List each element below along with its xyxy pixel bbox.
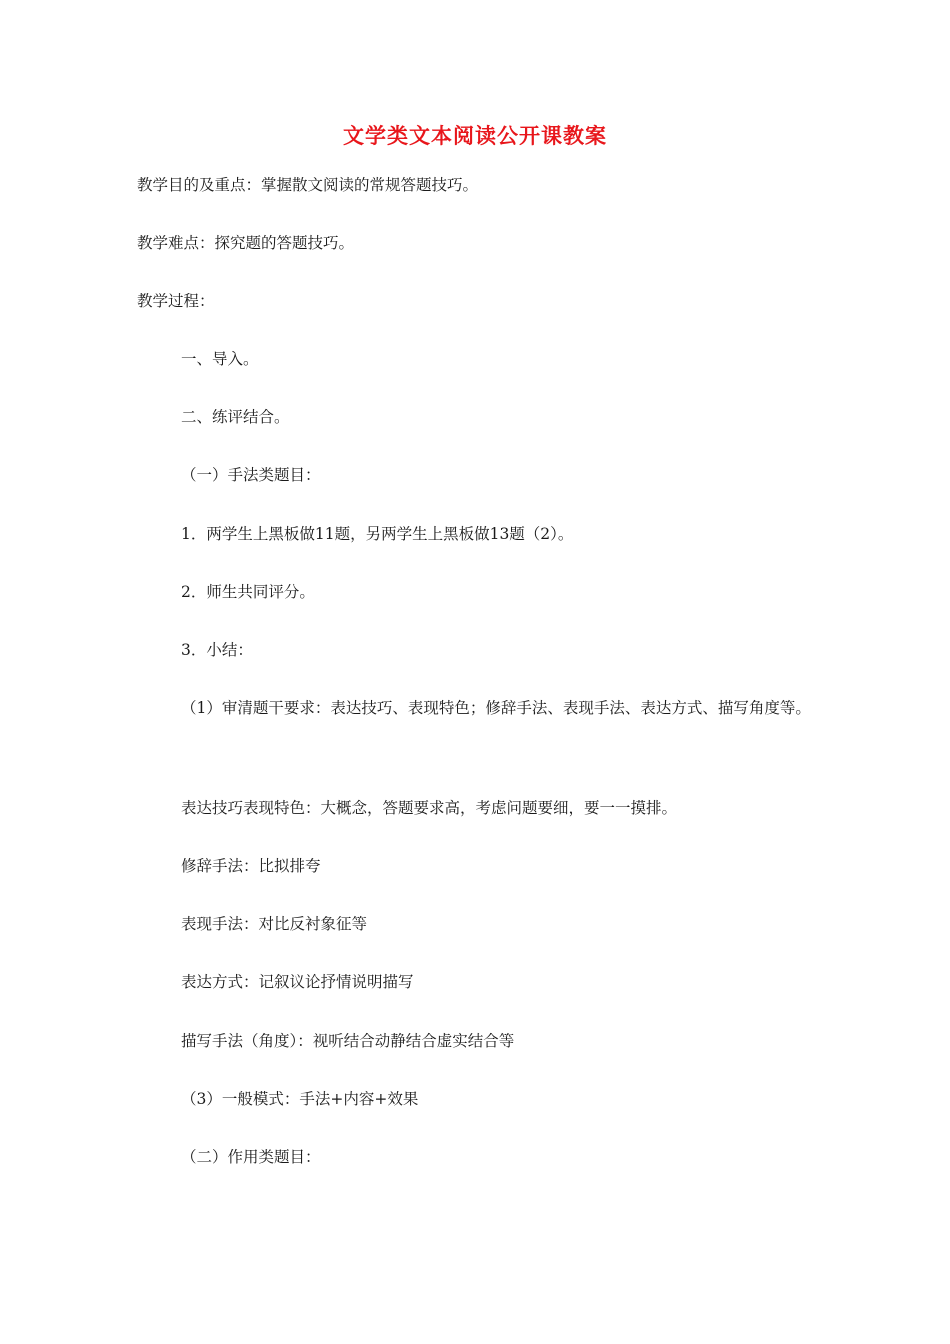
teaching-goal: 教学目的及重点：掌握散文阅读的常规答题技巧。 [137,176,479,194]
note-rhetoric: 修辞手法：比拟排夸 [181,857,321,875]
list-item: 2．师生共同评分。 [181,583,315,601]
point-question-requirements: （1）审清题干要求：表达技巧、表现特色；修辞手法、表现手法、表达方式、描写角度等。 [181,699,811,717]
document-title: 文学类文本阅读公开课教案 [343,123,607,148]
note-expression-mode: 表达方式：记叙议论抒情说明描写 [181,973,414,991]
note-expression-techniques: 表达技巧表现特色：大概念，答题要求高，考虑问题要细，要一一摸排。 [181,799,678,817]
teaching-difficulty: 教学难点：探究题的答题技巧。 [137,234,355,252]
subsection-function-heading: （二）作用类题目： [181,1148,321,1166]
subsection-technique-heading: （一）手法类题目： [181,466,321,484]
note-presentation-technique: 表现手法：对比反衬象征等 [181,915,368,933]
step-practice: 二、练评结合。 [181,408,290,426]
note-description-technique: 描写手法（角度）：视听结合动静结合虚实结合等 [181,1032,515,1050]
step-introduction: 一、导入。 [181,350,259,368]
point-general-pattern: （3）一般模式：手法+内容+效果 [181,1090,419,1108]
list-item: 3．小结： [181,641,253,659]
list-item: 1．两学生上黑板做11题，另两学生上黑板做13题（2）。 [181,525,574,543]
teaching-process-label: 教学过程： [137,292,215,310]
